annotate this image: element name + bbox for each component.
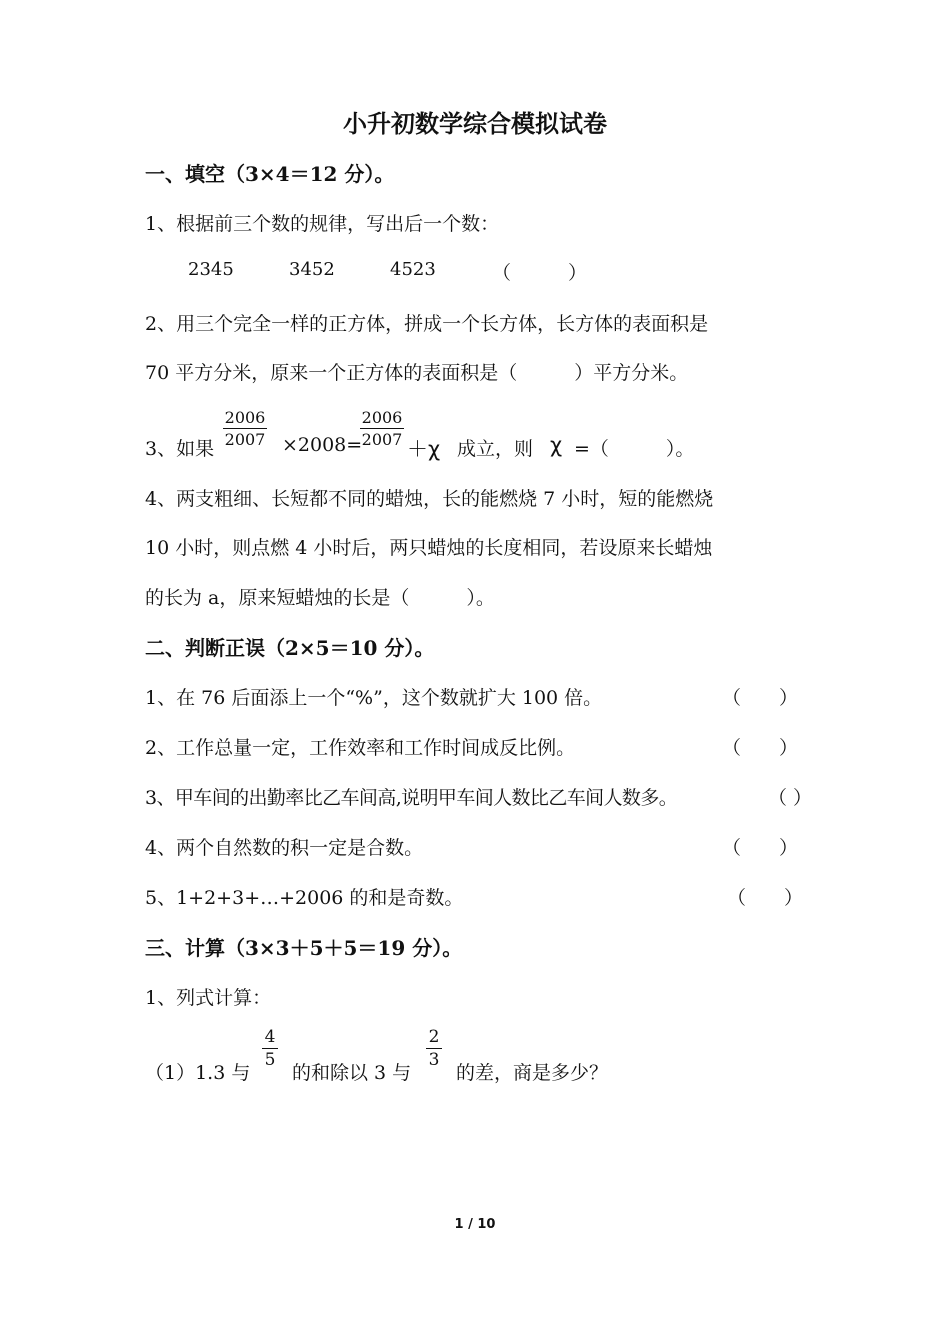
judge-item-5-paren: （ ）: [727, 887, 804, 909]
question-1-4-line-1: 4、两支粗细、长短都不同的蜡烛，长的能燃烧 7 小时，短的能燃烧: [145, 488, 714, 510]
question-1-3-suffix: 成立，则: [457, 438, 534, 460]
fraction-numerator: 2006: [361, 408, 403, 427]
calc-1-prefix: （1）1.3 与: [145, 1062, 251, 1084]
fraction-bar: [262, 1048, 278, 1049]
judge-item-1: 1、在 76 后面添上一个“%”，这个数就扩大 100 倍。: [145, 687, 603, 709]
section-1-heading: 一、填空（3×4＝12 分）。: [145, 162, 395, 186]
question-1-3-plus-chi: ＋χ: [407, 437, 441, 461]
judge-item-2-paren: （ ）: [722, 737, 799, 759]
fraction-bar: [223, 428, 267, 429]
judge-item-3-paren: （ ）: [768, 787, 813, 809]
sequence-term-2: 3452: [289, 259, 335, 280]
fraction-4-5: [262, 1027, 278, 1071]
fraction-2006-2007-a: [223, 408, 267, 449]
judge-item-1-paren: （ ）: [722, 687, 799, 709]
fraction-denominator: 2007: [361, 430, 403, 450]
question-1-2-line-2: 70 平方分米，原来一个正方体的表面积是（ ）平方分米。: [145, 362, 689, 384]
fraction-numerator: 2: [428, 1027, 440, 1047]
fraction-numerator: 2006: [224, 408, 266, 427]
fraction-numerator: 4: [264, 1027, 276, 1047]
fraction-denominator: 2007: [224, 430, 266, 450]
calc-1-mid: 的和除以 3 与: [292, 1062, 412, 1084]
chi-variable: χ: [550, 433, 563, 457]
question-1-1: 1、根据前三个数的规律，写出后一个数：: [145, 213, 500, 235]
judge-item-4-paren: （ ）: [722, 837, 799, 859]
fraction-2-3: [426, 1027, 442, 1071]
sequence-term-1: 2345: [188, 259, 234, 280]
judge-item-3: 3、甲车间的出勤率比乙车间高,说明甲车间人数比乙车间人数多。: [145, 787, 678, 809]
question-1-4-line-2: 10 小时，则点燃 4 小时后，两只蜡烛的长度相同，若设原来长蜡烛: [145, 537, 713, 559]
calc-sub-1: 1、列式计算：: [145, 987, 272, 1009]
fraction-denominator: 5: [264, 1050, 276, 1071]
page-number: 1 / 10: [454, 1217, 496, 1232]
question-1-4-line-3: 的长为 a，原来短蜡烛的长是（ ）。: [145, 587, 495, 609]
answer-blank: （ ）: [492, 262, 588, 284]
judge-item-5: 5、1+2+3+…+2006 的和是奇数。: [145, 887, 464, 909]
question-1-3-prefix: 3、如果: [145, 438, 215, 460]
section-2-heading: 二、判断正误（2×5＝10 分）。: [145, 636, 435, 660]
section-3-heading: 三、计算（3×3＋5＋5＝19 分）。: [145, 936, 463, 960]
question-1-3-multiply: ×2008=: [282, 434, 363, 456]
page-title: 小升初数学综合模拟试卷: [343, 109, 607, 138]
question-1-3-answer: =（ ）。: [574, 438, 695, 460]
sequence-term-3: 4523: [390, 259, 436, 280]
fraction-denominator: 3: [428, 1050, 440, 1071]
judge-item-2: 2、工作总量一定，工作效率和工作时间成反比例。: [145, 737, 576, 759]
fraction-bar: [360, 428, 404, 429]
question-1-2-line-1: 2、用三个完全一样的正方体，拼成一个长方体，长方体的表面积是: [145, 313, 709, 335]
fraction-2006-2007-b: [360, 408, 404, 449]
judge-item-4: 4、两个自然数的积一定是合数。: [145, 837, 424, 859]
calc-1-suffix: 的差，商是多少？: [456, 1062, 609, 1084]
fraction-bar: [426, 1048, 442, 1049]
